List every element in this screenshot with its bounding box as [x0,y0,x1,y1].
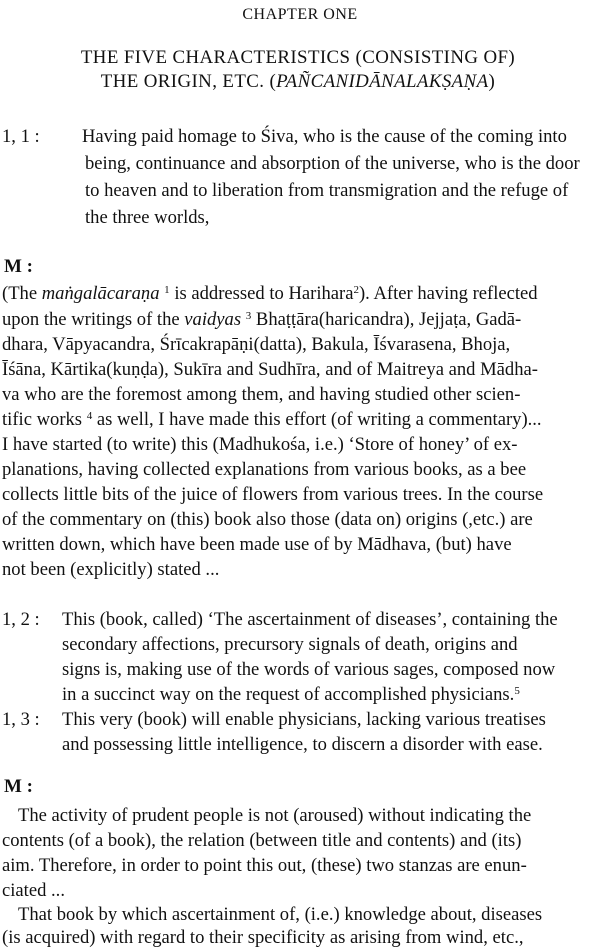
chapter-title-line-2-pre: THE ORIGIN, ETC. ( [100,71,277,92]
commentary-1-line: I have started (to write) this (Madhukośa, i.e.) ‘Store of honey’ of ex- [2,434,518,455]
commentary-1-line: collects little bits of the juice of flowers from various trees. In the course [2,484,544,505]
footnote-ref: 4 [86,410,93,422]
commentary-2-line: (is acquired) with regard to their specificity as arising from wind, etc., [2,927,524,948]
verse-1-2-line: secondary affections, precursory signals of death, origins and [62,634,518,655]
commentary-label: M : [4,256,34,277]
commentary-1-line: written down, which have been made use of by Mādhava, (but) have [2,534,512,555]
commentary-1-line: dhara, Vāpyacandra, Śrīcakrapāṇi(datta), Bakula, Īśvarasena, Bhoja, [2,334,511,355]
commentary-2-line: aim. Therefore, in order to point this out, (these) two stanzas are enun- [2,855,527,876]
verse-1-3-line: This very (book) will enable physicians, lacking various treatises [62,709,546,730]
commentary-2-line: ciated ... [2,880,65,901]
footnote-ref: 1 [164,284,170,296]
chapter-title [0,46,600,94]
verse-ref-1-2: 1, 2 : [2,609,40,630]
commentary-2-line: That book by which ascertainment of, (i.e.) knowledge about, diseases [18,904,543,925]
verse-1-1-line: to heaven and to liberation from transmigration and the refuge of [85,180,569,201]
commentary-2-line: contents (of a book), the relation (between title and contents) and (its) [2,830,522,851]
commentary-1-line: Īśāna, Kārtika(kuṇḍa), Sukīra and Sudhīra, and of Maitreya and Mādha- [2,359,538,380]
footnote-ref: 3 [245,310,252,322]
commentary-1-line: tific works $^4$ as well, I have made this effort (of writing a commentary)... [2,409,542,430]
commentary-2-line: The activity of prudent people is not (aroused) without indicating the [18,805,532,826]
chapter-title-line-2 [0,70,596,94]
chapter-heading: CHAPTER ONE [242,6,358,23]
verse-1-1-line: the three worlds, [85,207,210,228]
verse-1-2-line: in a succinct way on the request of accomplished physicians.$^5$ [62,684,520,705]
commentary-1-line: of the commentary on (this) book also those (data on) origins (,etc.) are [2,509,533,530]
verse-ref-1-3: 1, 3 : [2,709,40,730]
chapter-title-line-1: THE FIVE CHARACTERISTICS (CONSISTING OF) [80,47,516,68]
verse-1-1-line: Having paid homage to Śiva, who is the cause of the coming into [82,126,567,147]
verse-1-2-line: signs is, making use of the words of various sages, composed now [62,659,556,680]
verse-1-1-line: being, continuance and absorption of the universe, who is the door [85,153,580,174]
verse-1-2-line: This (book, called) ‘The ascertainment of diseases’, containing the [62,609,558,630]
chapter-title-sanskrit: PAÑCANIDĀNALAKṢAṆA [276,71,489,92]
commentary-1-line: va who are the foremost among them, and having studied other scien- [2,384,521,405]
commentary-1-line: planations, having collected explanations from various books, as a bee [2,459,527,480]
commentary-label: M : [4,776,34,797]
commentary-1-line: not been (explicitly) stated ... [2,559,220,580]
footnote-ref: 2 [353,284,359,296]
verse-1-3-line: and possessing little intelligence, to discern a disorder with ease. [62,734,543,755]
term-mangalacarana: maṅgalācaraṇa [41,283,160,304]
chapter-title-line-2-post: ) [488,71,496,92]
commentary-1-line: upon the writings of the vaidyas $^3$ Bhaṭṭāra(haricandra), Jejjaṭa, Gadā- [2,309,522,330]
term-vaidyas: vaidyas [184,309,242,330]
footnote-ref: 5 [514,685,520,697]
verse-ref-1-1: 1, 1 : [2,126,40,147]
commentary-1-line: (The maṅgalācaraṇa $^1$ is addressed to Harihara$^2$). After having reflected [2,283,538,304]
